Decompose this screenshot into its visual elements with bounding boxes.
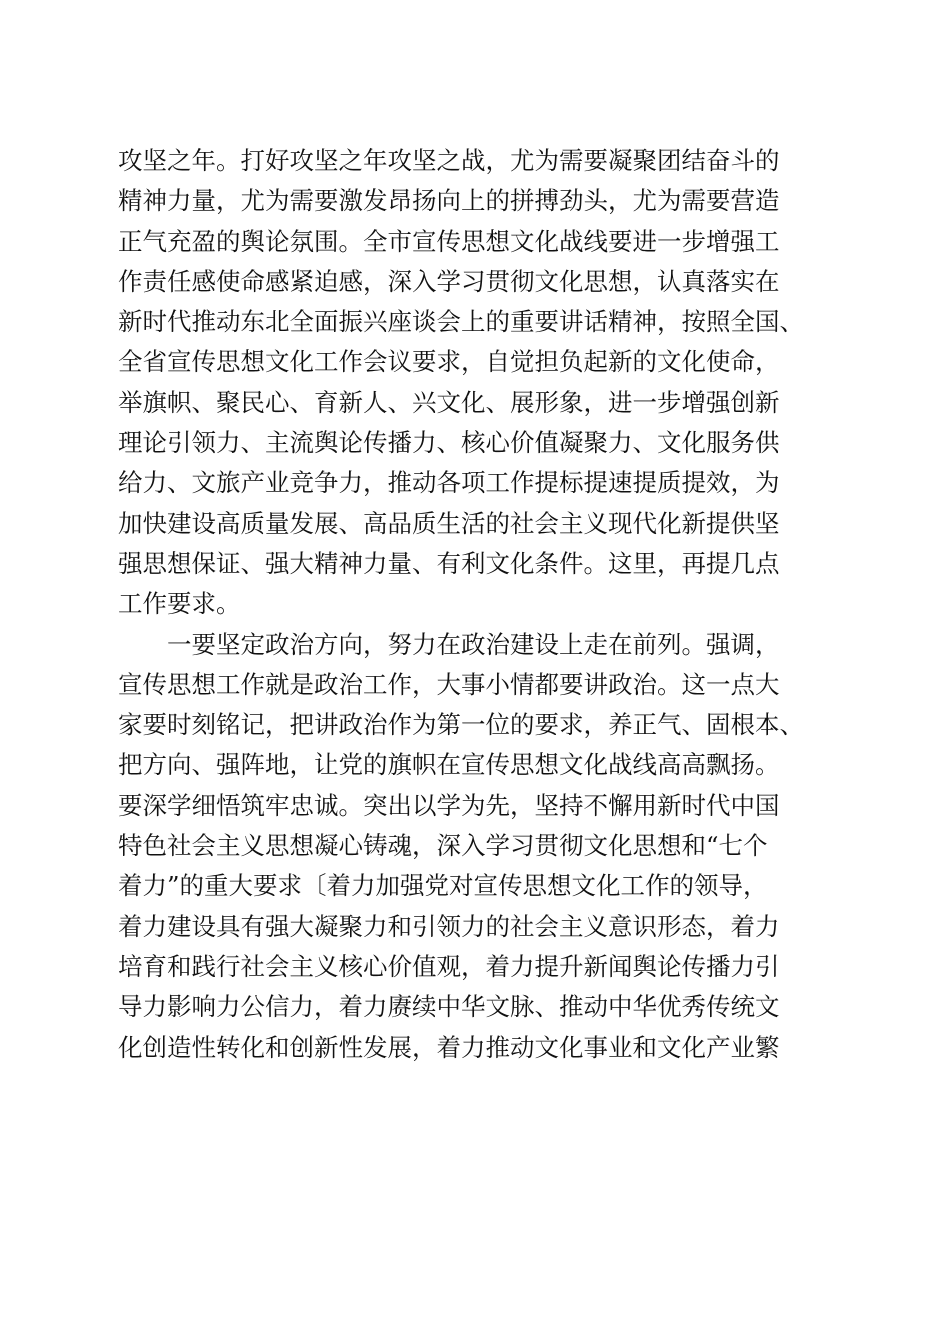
text-line-indented: 一要坚定政治方向，努力在政治建设上走在前列。强调， [167, 629, 780, 659]
text-line: 新时代推动东北全面振兴座谈会上的重要讲话精神，按照全国、 [118, 307, 804, 337]
text-line: 特色社会主义思想凝心铸魂，深入学习贯彻文化思想和“七个 [118, 831, 768, 861]
paragraph-1 [118, 141, 838, 625]
paragraph-2 [118, 625, 838, 1068]
text-line: 全省宣传思想文化工作会议要求，自觉担负起新的文化使命， [118, 347, 780, 377]
text-line: 精神力量，尤为需要激发昂扬向上的拼搏劲头，尤为需要营造 [118, 186, 780, 216]
text-line: 加快建设高质量发展、高品质生活的社会主义现代化新提供坚 [118, 508, 780, 538]
text-line: 正气充盈的舆论氛围。全市宣传思想文化战线要进一步增强工 [118, 226, 780, 256]
text-line: 攻坚之年。打好攻坚之年攻坚之战，尤为需要凝聚团结奋斗的 [118, 146, 780, 175]
text-line: 宣传思想工作就是政治工作，大事小情都要讲政治。这一点大 [118, 669, 780, 699]
text-line: 给力、文旅产业竞争力，推动各项工作提标提速提质提效，为 [118, 468, 780, 498]
text-line: 着力建设具有强大凝聚力和引领力的社会主义意识形态，着力 [118, 911, 780, 941]
text-line: 要深学细悟筑牢忠诚。突出以学为先，坚持不懈用新时代中国 [118, 790, 780, 820]
text-line: 导力影响力公信力，着力赓续中华文脉、推动中华优秀传统文 [118, 992, 780, 1022]
text-line: 家要时刻铭记，把讲政治作为第一位的要求，养正气、固根本、 [118, 710, 804, 740]
text-line: 培育和践行社会主义核心价值观，着力提升新闻舆论传播力引 [118, 951, 780, 981]
text-line: 举旗帜、聚民心、育新人、兴文化、展形象，进一步增强创新 [118, 387, 780, 417]
body-text [118, 141, 838, 1068]
text-line: 理论引领力、主流舆论传播力、核心价值凝聚力、文化服务供 [118, 428, 780, 458]
text-line: 化创造性转化和创新性发展，着力推动文化事业和文化产业繁 [118, 1032, 780, 1062]
text-line: 工作要求。 [118, 589, 241, 619]
text-line: 作责任感使命感紧迫感，深入学习贯彻文化思想，认真落实在 [118, 266, 780, 296]
text-line: 强思想保证、强大精神力量、有利文化条件。这里，再提几点 [118, 548, 780, 578]
text-line: 着力”的重大要求〔着力加强党对宣传思想文化工作的领导， [118, 871, 768, 901]
text-line: 把方向、强阵地，让党的旗帜在宣传思想文化战线高高飘扬。 [118, 750, 780, 780]
